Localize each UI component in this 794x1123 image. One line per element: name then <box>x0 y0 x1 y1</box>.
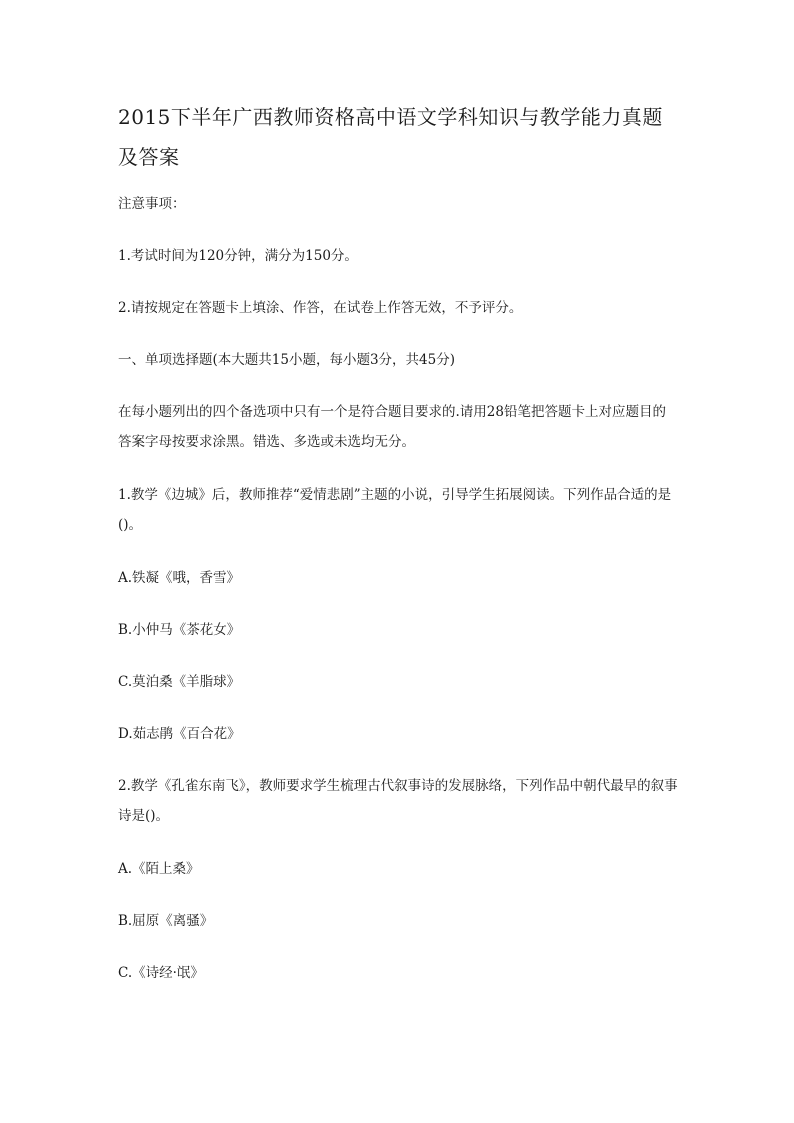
question-1-option-c: C.莫泊桑《羊脂球》 <box>118 674 241 690</box>
question-2-option-c: C.《诗经·氓》 <box>118 965 204 981</box>
question-2-option-b: B.屈原《离骚》 <box>118 913 214 929</box>
notice-item-1: 1.考试时间为120分钟，满分为150分。 <box>118 248 358 264</box>
notice-heading: 注意事项： <box>118 196 186 212</box>
question-1-option-b: B.小仲马《茶花女》 <box>118 622 241 638</box>
question-1-stem: 1.教学《边城》后，教师推荐“爱情悲剧”主题的小说，引导学生拓展阅读。下列作品合适的是()。 <box>118 487 672 533</box>
section-instructions: 在每小题列出的四个备选项中只有一个是符合题目要求的.请用28铅笔把答题卡上对应题目的答案字母按要求涂黑。错选、多选或未选均无分。 <box>118 404 666 450</box>
question-2-option-a: A.《陌上桑》 <box>118 861 200 877</box>
notice-item-2: 2.请按规定在答题卡上填涂、作答，在试卷上作答无效，不予评分。 <box>118 300 523 316</box>
question-1-option-a: A.铁凝《哦，香雪》 <box>118 570 241 586</box>
page-title: 2015下半年广西教师资格高中语文学科知识与教学能力真题及答案 <box>118 105 663 169</box>
question-2-stem: 2.教学《孔雀东南飞》，教师要求学生梳理古代叙事诗的发展脉络，下列作品中朝代最早的叙事诗是()。 <box>118 778 678 824</box>
section-heading: 一、单项选择题(本大题共15小题，每小题3分，共45分) <box>118 352 455 368</box>
question-1-option-d: D.茹志鹃《百合花》 <box>118 726 241 742</box>
